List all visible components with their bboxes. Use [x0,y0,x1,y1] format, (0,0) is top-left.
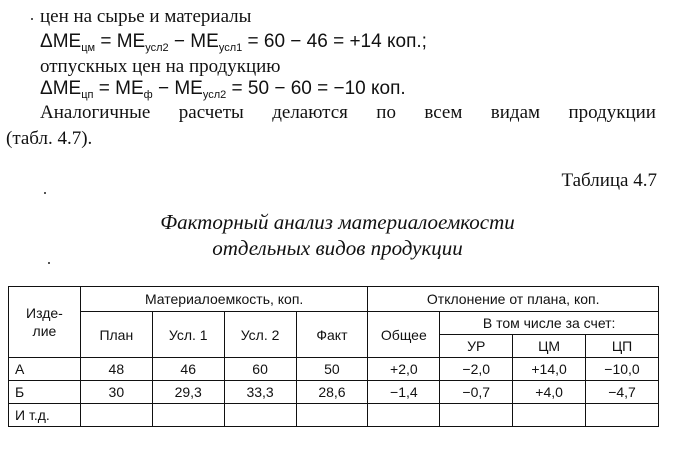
text-line-1: цен на сырье и материалы [40,6,252,27]
table-row [9,404,659,427]
cell-usl1: 46 [152,358,224,381]
header-usl2: Усл. 2 [224,312,296,358]
cell-usl2: 33,3 [224,381,296,404]
header-deviation: Отклонение от плана, коп. [368,287,659,312]
cell-plan [80,404,152,427]
cell-item: Б [9,381,81,404]
cell-cp [586,404,659,427]
cell-usl2: 60 [224,358,296,381]
header-material-intensity: Материалоемкость, коп. [80,287,367,312]
cell-item: И т.д. [9,404,81,427]
cell-cm: +4,0 [513,381,586,404]
factor-analysis-table [8,286,659,427]
cell-cp: −10,0 [586,358,659,381]
cell-ur: −0,7 [440,381,513,404]
cell-ur [440,404,513,427]
table-header-row-1 [9,287,659,312]
formula-delta-me-cp: $\Delta ME_{цп} = ME_ф - ME_{усл2} = 50 - 60 = -10$ коп. [40,78,406,101]
cell-fact: 28,6 [296,381,368,404]
cell-plan: 30 [80,381,152,404]
scan-speck [44,192,46,194]
header-cp: ЦП [586,335,659,358]
cell-cp: −4,7 [586,381,659,404]
cell-fact [296,404,368,427]
cell-cm [513,404,586,427]
header-usl1: Усл. 1 [152,312,224,358]
cell-usl1: 29,3 [152,381,224,404]
cell-ur: −2,0 [440,358,513,381]
cell-total: −1,4 [368,381,440,404]
formula-delta-me-cm: $\Delta ME_{цм} = ME_{усл2} - ME_{усл1} = 60 - 46 = +14$ коп.; [40,31,427,54]
text-line-3: отпускных цен на продукцию [40,56,281,77]
cell-fact: 50 [296,358,368,381]
header-total: Общее [368,312,440,358]
cell-total [368,404,440,427]
table-header-row-2 [9,312,659,335]
header-including: В том числе за счет: [440,312,659,335]
cell-usl2 [224,404,296,427]
table-row [9,358,659,381]
header-fact: Факт [296,312,368,358]
cell-total: +2,0 [368,358,440,381]
table-reference: Таблица 4.7 [561,170,657,191]
header-item: Изде- лие [9,287,81,358]
header-plan: План [80,312,152,358]
scan-speck [48,262,50,264]
text-line-5: Аналогичные расчеты делаются по всем видам продукции [40,102,656,123]
table-title-line-2: отдельных видов продукции [212,236,463,260]
cell-usl1 [152,404,224,427]
scan-speck [31,18,33,20]
cell-plan: 48 [80,358,152,381]
header-cm: ЦМ [513,335,586,358]
text-line-6: (табл. 4.7). [6,128,93,149]
cell-cm: +14,0 [513,358,586,381]
table-row [9,381,659,404]
header-ur: УР [440,335,513,358]
cell-item: А [9,358,81,381]
table-title-line-1: Факторный анализ материалоемкости [160,210,515,234]
